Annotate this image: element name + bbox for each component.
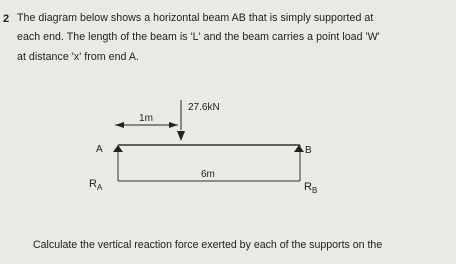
question-text-line-3: at distance 'x' from end A. (17, 51, 139, 63)
load-label: 27.6kN (188, 102, 220, 113)
end-b-label: B (305, 145, 312, 156)
question-number: 2 (3, 13, 10, 25)
load-arrowhead (177, 131, 185, 141)
support-b-icon (294, 145, 304, 152)
load-distance-arrowhead-left (115, 122, 124, 128)
length-label: 6m (201, 169, 215, 180)
question-text-line-2: each end. The length of the beam is 'L' and the beam carries a point load 'W' (17, 31, 380, 43)
question-prompt: Calculate the vertical reaction force exerted by each of the supports on the (33, 239, 383, 251)
load-distance-label: 1m (139, 113, 153, 124)
question-text-line-1: The diagram below shows a horizontal beam AB that is simply supported at (17, 12, 374, 24)
end-a-label: A (96, 144, 103, 155)
load-distance-arrowhead-right (169, 122, 178, 128)
reaction-a-label: $R_A$ (89, 178, 103, 192)
support-a-icon (113, 145, 123, 152)
reaction-b-label: $R_B$ (304, 181, 318, 195)
